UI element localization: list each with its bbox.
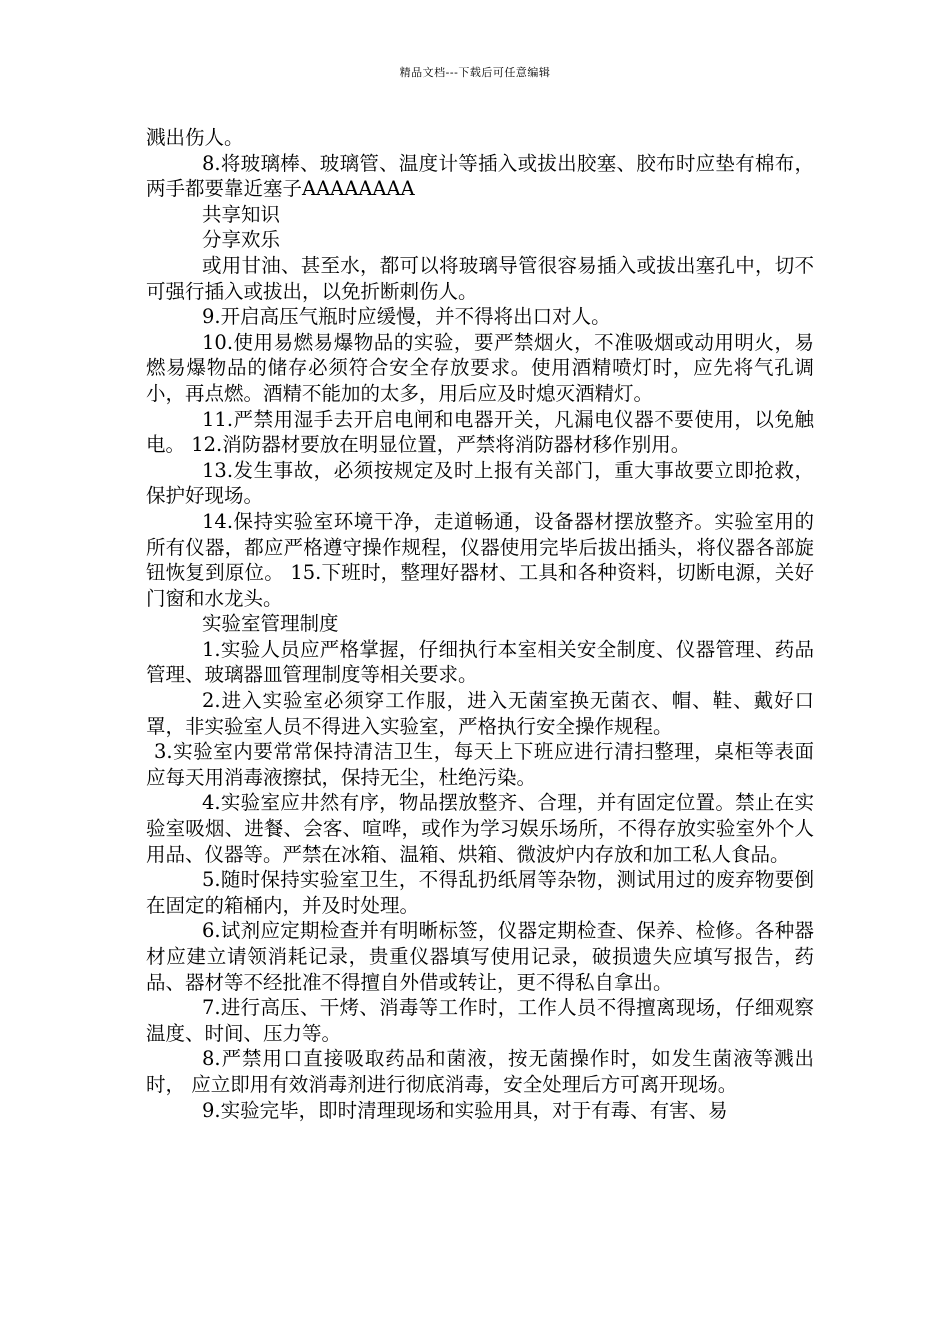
paragraph: 4.实验室应井然有序，物品摆放整齐、合理，并有固定位置。禁止在实验室吸烟、进餐、会客、喧哗，或作为学习娱乐场所，不得存放实验室外个人用品、仪器等。严禁在冰箱、温箱、烘箱、微波炉内存放和加工私人食品。 <box>146 791 814 866</box>
paragraph: 13.发生事故，必须按规定及时上报有关部门，重大事故要立即抢救，保护好现场。 <box>146 458 814 508</box>
section-heading: 实验室管理制度 <box>202 612 339 636</box>
paragraph: 7.进行高压、干烤、消毒等工作时，工作人员不得擅离现场，仔细观察温度、时间、压力等。 <box>146 996 814 1045</box>
paragraph: 5.随时保持实验室卫生，不得乱扔纸屑等杂物，测试用过的废弃物要倒在固定的箱桶内，并及时处理。 <box>146 868 814 917</box>
paragraph: 2.进入实验室必须穿工作服，进入无菌室换无菌衣、帽、鞋、戴好口罩，非实验室人员不得进入实验室，严格执行安全操作规程。 <box>146 689 814 738</box>
paragraph: 1.实验人员应严格掌握，仔细执行本室相关安全制度、仪器管理、药品管理、玻璃器皿管理制度等相关要求。 <box>146 637 814 687</box>
paragraph: 6.试剂应定期检查并有明晰标签，仪器定期检查、保养、检修。各种器材应建立请领消耗记录，贵重仪器填写使用记录，破损遗失应填写报告，药品、器材等不经批准不得擅自外借或转让，更不得私自拿出。 <box>146 919 814 994</box>
paragraph: 9.开启高压气瓶时应缓慢，并不得将出口对人。 <box>202 305 611 329</box>
paragraph: 14.保持实验室环境干净，走道畅通，设备器材摆放整齐。实验室用的所有仪器，都应严格遵守操作规程，仪器使用完毕后拔出插头，将仪器各部旋钮恢复到原位。 15.下班时，整理好器材、工具和各种资料，切断电源，关好门窗和水龙头。 <box>146 509 814 610</box>
paragraph: 或用甘油、甚至水，都可以将玻璃导管很容易插入或拔出塞孔中，切不可强行插入或拔出，以免折断刺伤人。 <box>146 253 814 303</box>
paragraph: 8.将玻璃棒、玻璃管、温度计等插入或拔出胶塞、胶布时应垫有棉布，两手都要靠近塞子AAAAAAAA <box>146 151 814 201</box>
paragraph: 9.实验完毕，即时清理现场和实验用具，对于有毒、有害、易 <box>202 1098 728 1122</box>
page-header: 精品文档---下载后可任意编辑 <box>399 66 551 79</box>
paragraph: 分享欢乐 <box>202 228 281 252</box>
paragraph: 10.使用易燃易爆物品的实验，要严禁烟火，不准吸烟或动用明火，易燃易爆物品的储存必须符合安全存放要求。使用酒精喷灯时，应先将气孔调小，再点燃。酒精不能加的太多，用后应及时熄灭酒精灯。 <box>146 330 814 405</box>
document-body <box>146 125 814 1123</box>
paragraph: 溅出伤人。 <box>146 126 244 149</box>
paragraph: 共享知识 <box>202 202 281 226</box>
paragraph: 8.严禁用口直接吸取药品和菌液，按无菌操作时，如发生菌液等溅出时， 应立即用有效消毒剂进行彻底消毒，安全处理后方可离开现场。 <box>146 1047 814 1096</box>
paragraph: 11.严禁用湿手去开启电闸和电器开关，凡漏电仪器不要使用，以免触电。 12.消防器材要放在明显位置，严禁将消防器材移作别用。 <box>146 407 814 457</box>
paragraph: 3.实验室内要常常保持清洁卫生，每天上下班应进行清扫整理，桌柜等表面应每天用消毒液擦拭，保持无尘，杜绝污染。 <box>146 740 814 789</box>
